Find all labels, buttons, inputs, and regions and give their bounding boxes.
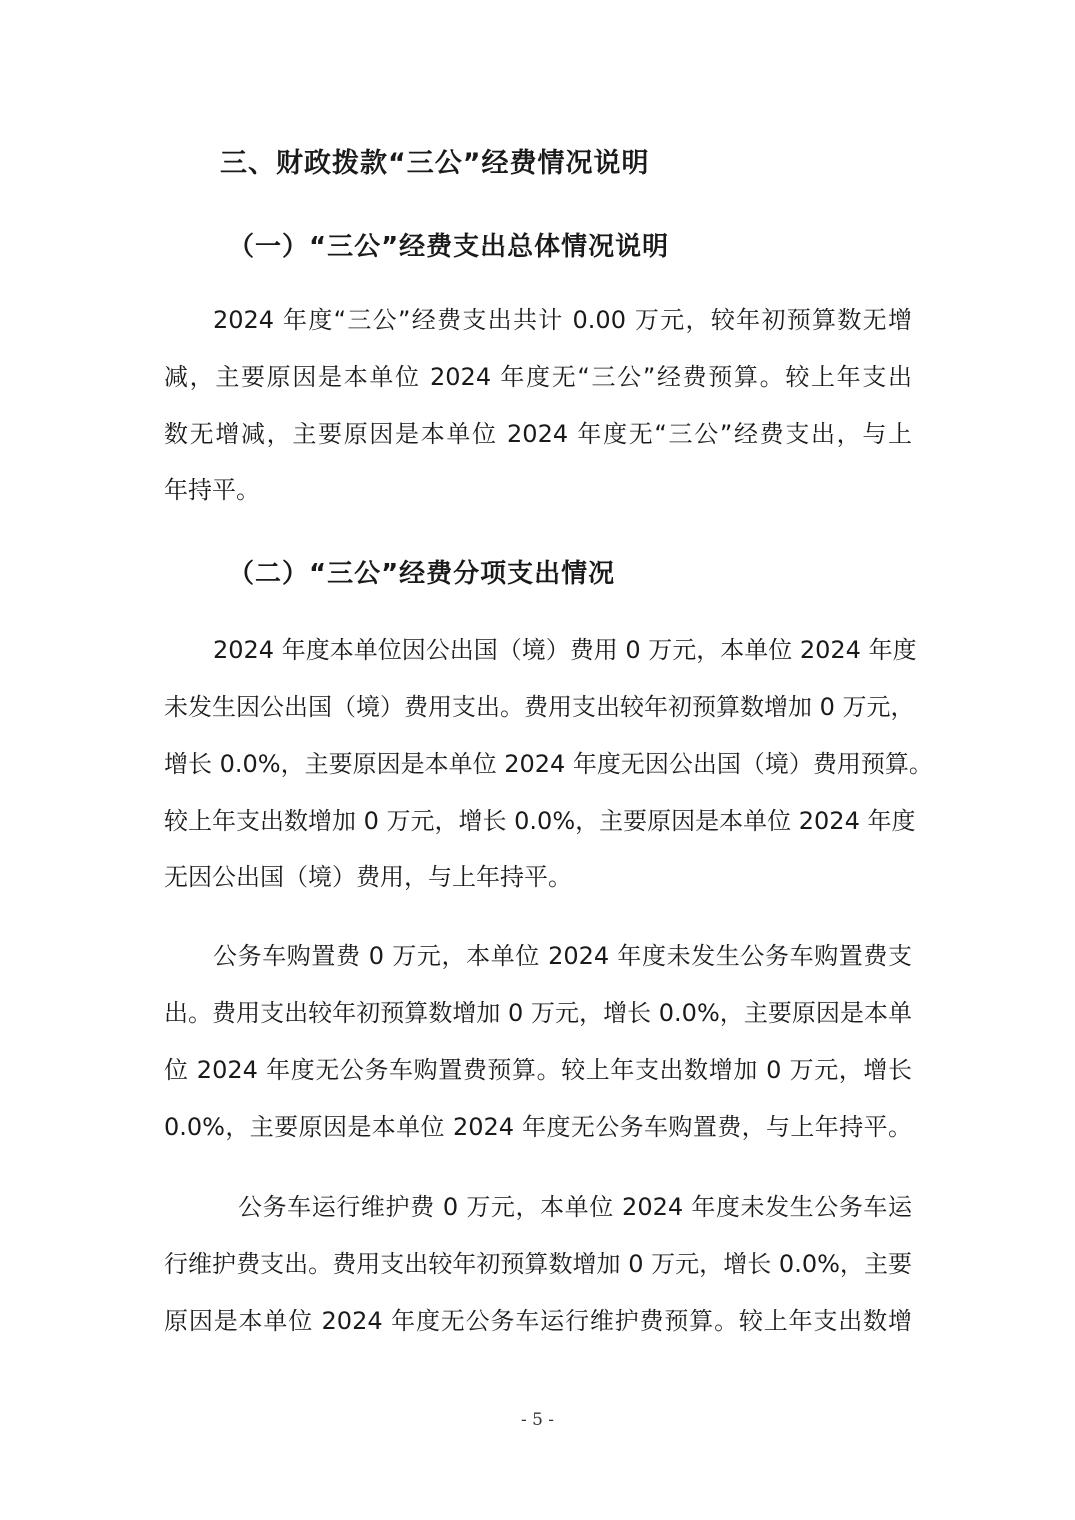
paragraph-line: 公务车运行维护费 0 万元，本单位 2024 年度未发生公务车运	[238, 1193, 912, 1221]
paragraph-line: 较上年支出数增加 0 万元，增长 0.0%，主要原因是本单位 2024 年度	[164, 807, 916, 835]
paragraph-line: 2024 年度“三公”经费支出共计 0.00 万元，较年初预算数无增	[213, 306, 912, 334]
paragraph-line: 数无增减，主要原因是本单位 2024 年度无“三公”经费支出，与上	[164, 420, 912, 448]
paragraph-line: 位 2024 年度无公务车购置费预算。较上年支出数增加 0 万元，增长	[164, 1056, 912, 1084]
paragraph-line: 0.0%，主要原因是本单位 2024 年度无公务车购置费，与上年持平。	[164, 1113, 912, 1141]
paragraph-line: 出。费用支出较年初预算数增加 0 万元，增长 0.0%，主要原因是本单	[164, 999, 912, 1027]
paragraph-line: 无因公出国（境）费用，与上年持平。	[164, 863, 572, 891]
paragraph-line: 2024 年度本单位因公出国（境）费用 0 万元，本单位 2024 年度	[213, 636, 917, 664]
paragraph-line: 年持平。	[164, 476, 260, 504]
paragraph-line: 原因是本单位 2024 年度无公务车运行维护费预算。较上年支出数增	[164, 1307, 912, 1335]
section-heading-main: 三、财政拨款“三公”经费情况说明	[220, 148, 650, 179]
paragraph-line: 减，主要原因是本单位 2024 年度无“三公”经费预算。较上年支出	[164, 363, 912, 391]
subsection-heading-overall: （一）“三公”经费支出总体情况说明	[228, 232, 670, 262]
paragraph-line: 公务车购置费 0 万元，本单位 2024 年度未发生公务车购置费支	[213, 942, 912, 970]
subsection-heading-itemized: （二）“三公”经费分项支出情况	[228, 559, 616, 589]
page-number: - 5 -	[520, 1410, 555, 1430]
paragraph-line: 未发生因公出国（境）费用支出。费用支出较年初预算数增加 0 万元，	[164, 693, 915, 721]
paragraph-line: 增长 0.0%，主要原因是本单位 2024 年度无因公出国（境）费用预算。	[164, 750, 933, 778]
paragraph-line: 行维护费支出。费用支出较年初预算数增加 0 万元，增长 0.0%，主要	[164, 1250, 912, 1278]
